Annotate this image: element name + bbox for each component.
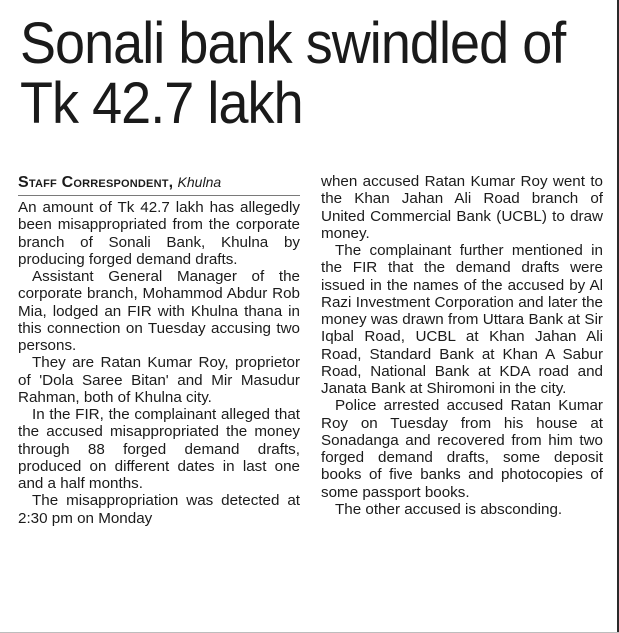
byline	[18, 173, 300, 196]
article-column-left	[18, 173, 300, 527]
article-paragraph: In the FIR, the complainant alleged that the accused misappropriated the money through 88 forged demand drafts, produced on different dates in last one and a half months.	[18, 406, 300, 492]
headline: Sonali bank swindled of Tk 42.7 lakh	[20, 11, 566, 136]
article-paragraph: The complainant further mentioned in the FIR that the demand drafts were issued in the names of the accused by Al Razi Investment Corporation and later the money was drawn from Uttara Bank at Sir Iqbal Road, UCBL at Khan Jahan Ali Road, Standard Bank at Khan A Sabur Road, National Bank at KDA road and Janata Bank at Shiromoni in the city.	[321, 242, 603, 397]
article-column-right	[321, 173, 603, 518]
article-paragraph: The misappropriation was detected at 2:30 pm on Monday	[18, 492, 300, 527]
article-paragraph: when accused Ratan Kumar Roy went to the Khan Jahan Ali Road branch of United Commercial Bank (UCBL) to draw money.	[321, 173, 603, 242]
article-paragraph: Police arrested accused Ratan Kumar Roy on Tuesday from his house at Sonadanga and recovered from him two forged demand drafts, some deposit books of five banks and photocopies of some passport books.	[321, 397, 603, 501]
article-paragraph: They are Ratan Kumar Roy, proprietor of 'Dola Saree Bitan' and Mir Masudur Rahman, both of Khulna city.	[18, 354, 300, 406]
byline-place: Khulna	[177, 174, 222, 190]
byline-label: Staff Correspondent,	[18, 174, 174, 191]
article-paragraph: The other accused is absconding.	[335, 500, 563, 518]
article-paragraph: An amount of Tk 42.7 lakh has allegedly been misappropriated from the corporate branch of Sonali Bank, Khulna by producing forged demand drafts.	[18, 199, 300, 268]
article-paragraph: Assistant General Manager of the corporate branch, Mohammod Abdur Rob Mia, lodged an FIR with Khulna thana in this connection on Tuesday accusing two persons.	[18, 268, 300, 354]
